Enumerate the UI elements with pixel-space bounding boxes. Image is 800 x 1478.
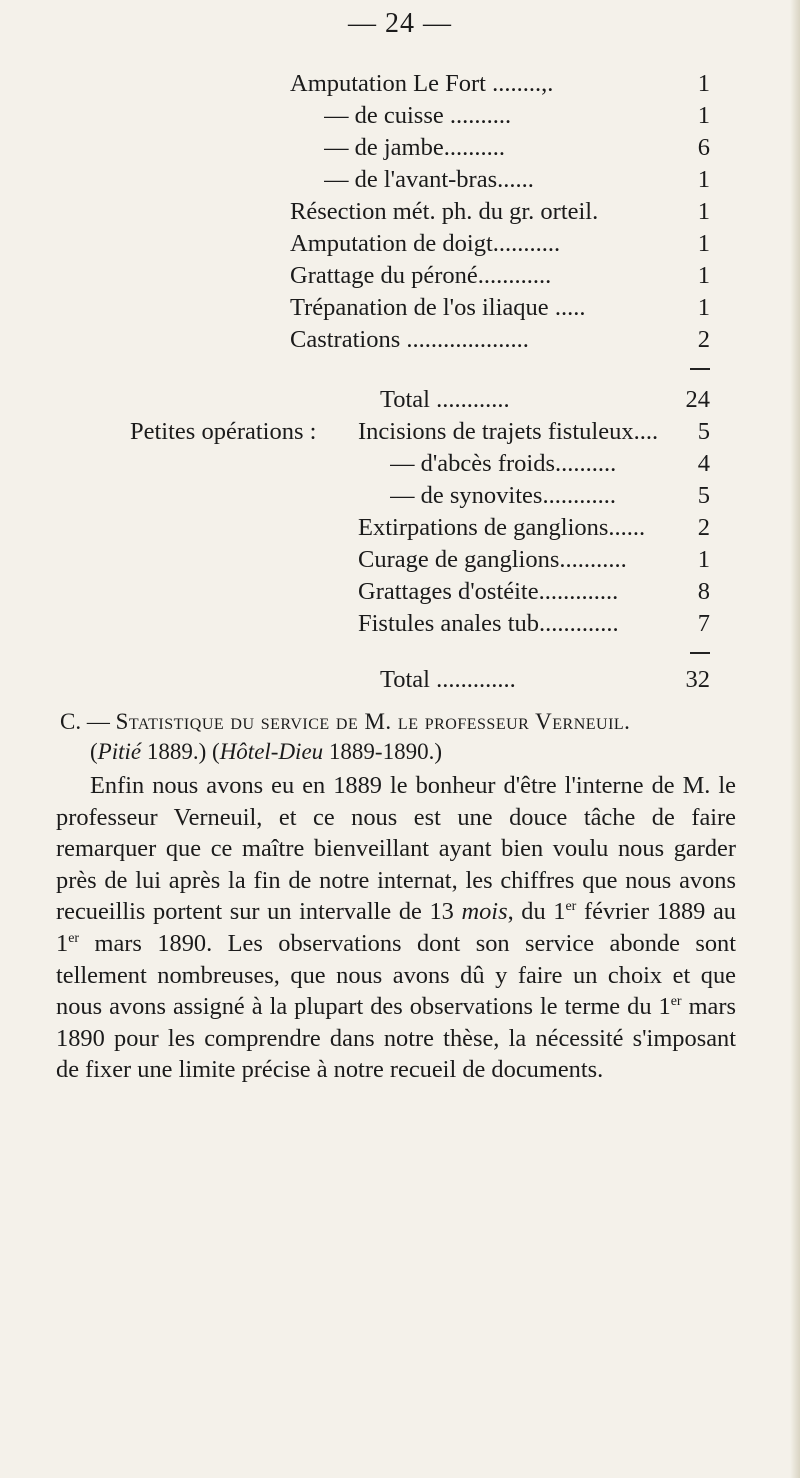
row-count: 5 <box>697 418 710 445</box>
paragraph-text: mars 1890 pour les comprendre dans notre thèse, la nécessité s'imposant de fixer une limite précise à notre recueil de documents. <box>56 993 736 1084</box>
paragraph-text: mars 1890. Les observations dont son service abonde sont tellement nombreuses, que nous avons dû y faire un choix et que nous avons assigné à la plupart des observations le terme du 1 <box>56 929 736 1021</box>
body-paragraph <box>56 770 736 1086</box>
section-title: Statistique du service de M. le professeur Verneuil. <box>115 709 631 734</box>
table-row <box>290 196 710 228</box>
row-leader: ............ <box>542 482 616 509</box>
row-leader: ............. <box>538 578 619 605</box>
row-count: 6 <box>697 134 710 161</box>
row-label: Amputation de doigt <box>290 230 493 257</box>
row-count: 5 <box>697 482 710 509</box>
row-count: 1 <box>697 102 710 129</box>
paragraph-text: février 1889 au 1 <box>56 898 736 957</box>
row-leader: .......... <box>443 134 505 161</box>
table-row <box>358 416 710 448</box>
paragraph-italic: mois <box>461 898 508 926</box>
table-row <box>390 480 710 512</box>
table-row <box>324 100 710 132</box>
row-count: 2 <box>697 326 710 353</box>
year-2: 1889-1890. <box>328 739 435 764</box>
superscript: er <box>565 899 577 915</box>
row-label: Trépanation de l'os iliaque <box>290 294 549 321</box>
table-row <box>358 512 710 544</box>
row-label: — de cuisse <box>324 102 444 129</box>
row-count: 2 <box>697 514 710 541</box>
page-number: — 24 — <box>348 8 452 39</box>
table-row <box>358 544 710 576</box>
row-label: Incisions de trajets fistuleux <box>358 418 634 445</box>
total-rule <box>690 652 710 654</box>
table-row <box>290 292 710 324</box>
total-rule <box>690 368 710 370</box>
superscript: er <box>670 994 682 1010</box>
table-row <box>358 608 710 640</box>
total-label: Total <box>380 386 430 413</box>
row-count: 1 <box>697 166 710 193</box>
row-leader: ........,. <box>485 70 554 97</box>
row-label: Grattage du péroné <box>290 262 478 289</box>
total-value: 32 <box>685 666 710 693</box>
table-row <box>290 228 710 260</box>
table-row <box>290 68 710 100</box>
table-row <box>324 132 710 164</box>
table-row <box>290 324 710 356</box>
row-label: Grattages d'ostéite <box>358 578 539 605</box>
total-leader: ............ <box>430 386 510 413</box>
row-label: Amputation Le Fort <box>290 70 486 97</box>
row-label: — d'abcès froids <box>390 450 555 477</box>
row-count: 7 <box>697 610 710 637</box>
table-row <box>290 260 710 292</box>
superscript: er <box>68 930 80 946</box>
row-count: 1 <box>697 230 710 257</box>
total-label: Total <box>380 666 430 693</box>
row-count: 4 <box>697 450 710 477</box>
row-leader: ............ <box>477 262 552 289</box>
row-leader: ..... <box>548 294 586 321</box>
paragraph-text: , du 1 <box>507 898 566 926</box>
hospital-2: Hôtel-Dieu <box>219 739 324 764</box>
row-count: 1 <box>697 198 710 225</box>
section-heading <box>60 707 750 737</box>
row-label: — de synovites <box>390 482 543 509</box>
row-count: 1 <box>697 294 710 321</box>
row-leader: .......... <box>443 102 512 129</box>
row-label: — de l'avant-bras <box>324 166 498 193</box>
total-leader: ............. <box>430 666 516 693</box>
row-label: — de jambe <box>324 134 444 161</box>
row-label: Curage de ganglions <box>358 546 560 573</box>
row-leader: .................... <box>400 326 529 353</box>
page-edge <box>790 0 800 1478</box>
row-leader: ............. <box>539 610 619 637</box>
table-row <box>390 448 710 480</box>
row-label: Castrations <box>290 326 401 353</box>
section-letter: C. — <box>60 709 110 734</box>
year-1: 1889. <box>146 739 199 764</box>
row-leader: .......... <box>554 450 617 477</box>
table-row <box>358 576 710 608</box>
row-count: 1 <box>697 70 710 97</box>
total-row <box>380 384 710 416</box>
paragraph-text: Enfin nous avons eu en 1889 le bonheur d'être l'interne de M. le professeur Verneuil, et ce nous est une douce tâche de faire remarquer que ce maître bienveillant ayant bien voulu nous garder près de lui après la fin de notre internat, les chiffres que nous avons recueillis portent sur un intervalle de 13 <box>56 772 736 926</box>
row-leader: ...... <box>497 166 534 193</box>
total-value: 24 <box>685 386 710 413</box>
row-count: 8 <box>697 578 710 605</box>
table-row <box>324 164 710 196</box>
row-leader: ........... <box>559 546 627 573</box>
row-count: 1 <box>697 546 710 573</box>
row-label: Extirpations de ganglions <box>358 514 609 541</box>
section-label: Petites opérations : <box>130 418 317 445</box>
row-label: Résection mét. ph. du gr. orteil. <box>290 198 599 225</box>
row-leader: ........... <box>492 230 561 257</box>
row-count: 1 <box>697 262 710 289</box>
hospital-1: Pitié <box>97 739 142 764</box>
row-label: Fistules anales tub <box>358 610 540 637</box>
total-row <box>380 664 710 696</box>
row-leader: ...... <box>608 514 646 541</box>
row-leader: .... <box>633 418 659 445</box>
section-subheading: (Pitié 1889.) (Hôtel-Dieu 1889-1890.) <box>90 739 442 764</box>
